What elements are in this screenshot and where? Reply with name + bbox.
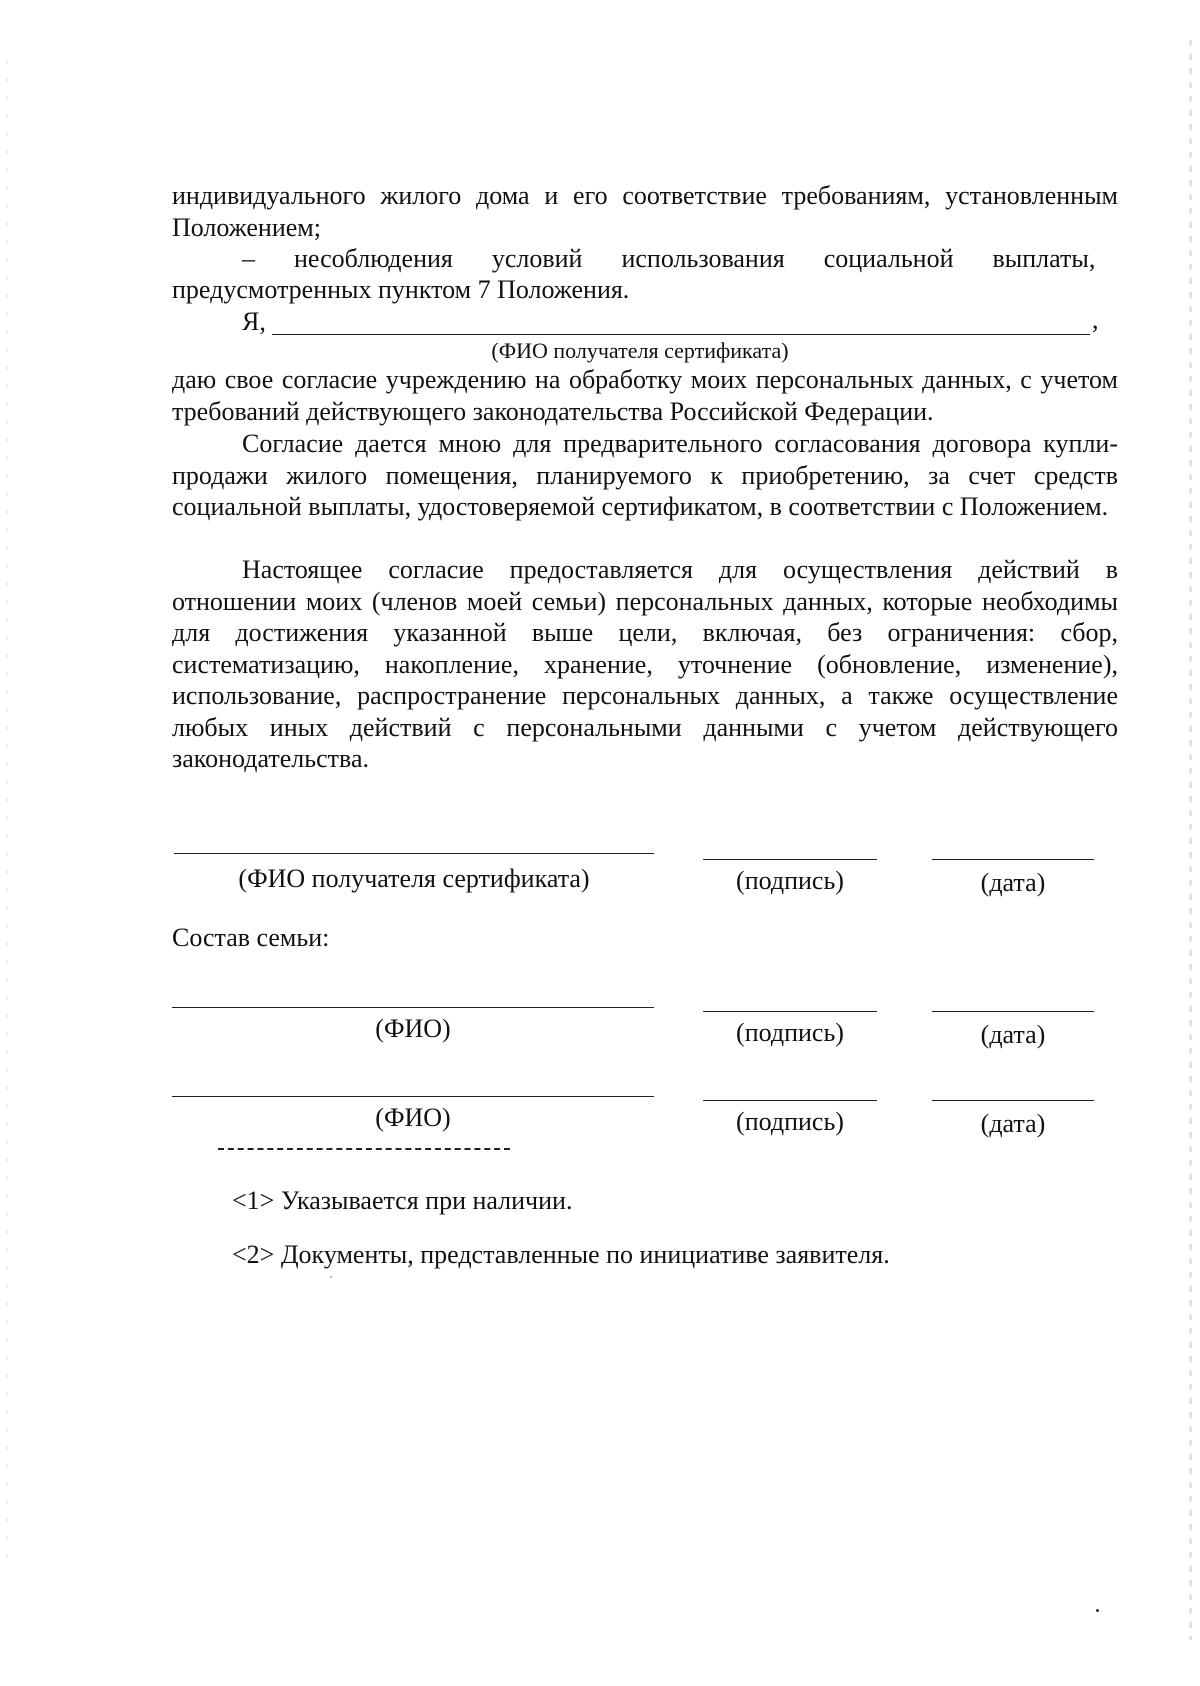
paragraph-conditions-line2: предусмотренных пунктом 7 Положения.: [172, 275, 630, 304]
recipient-fio-label: (ФИО получателя сертификата): [238, 864, 590, 893]
ya-prefix: Я,: [242, 307, 266, 336]
paragraph-conditions-line1: – несоблюдения условий использования социальной выплаты,: [242, 244, 1096, 273]
recipient-name-line: [272, 334, 1090, 335]
recipient-signature-label: (подпись): [736, 866, 844, 895]
footnote-2: <2> Документы, представленные по инициативе заявителя.: [232, 1240, 890, 1269]
recipient-fio-line: [174, 853, 654, 854]
family-row-2-signature-label: (подпись): [736, 1107, 844, 1136]
recipient-signature-line: [703, 859, 877, 860]
family-row-2-date-line: [932, 1100, 1094, 1101]
paragraph-consent-actions: Настоящее согласие предоставляется для осуществления действий в отношении моих (членов моей семьи) персональных данных, которые необходимы для достижения указанной выше цели, включая, без ограничения: сбор, систематизацию, накопление, хранение, уточнение (обновление, изменение), использование, распространение персональных данных, а также осуществление любых иных действий с персональными данными с учетом действующего законодательства.: [172, 555, 1118, 773]
family-row-1-date-line: [932, 1011, 1094, 1012]
family-row-2-signature-line: [703, 1100, 877, 1101]
recipient-name-hint: (ФИО получателя сертификата): [491, 338, 789, 363]
family-row-2-fio-line: [172, 1096, 654, 1097]
scan-speck: [1096, 1609, 1099, 1612]
paragraph-house-requirements: индивидуального жилого дома и его соответствие требованиям, установленным Положением;: [172, 181, 1118, 242]
recipient-date-label: (дата): [980, 868, 1046, 897]
family-row-1-date-label: (дата): [980, 1020, 1046, 1049]
recipient-date-line: [932, 859, 1094, 860]
footnote-separator: [218, 1148, 510, 1150]
family-row-1-fio-label: (ФИО): [375, 1014, 451, 1043]
family-row-1-fio-line: [172, 1007, 654, 1008]
scan-speck: [330, 1276, 332, 1278]
paragraph-consent-processing: даю свое согласие учреждению на обработку моих персональных данных, с учетом требований действующего законодательства Российской Федерации.: [172, 365, 1118, 426]
footnote-1: <1> Указывается при наличии.: [232, 1186, 573, 1215]
paragraph-consent-purpose: Согласие дается мною для предварительного согласования договора купли-продажи жилого помещения, планируемого к приобретению, за счет средств социальной выплаты, удостоверяемой сертификатом, в соответствии с Положением.: [172, 429, 1118, 521]
family-row-1-signature-line: [703, 1011, 877, 1012]
family-heading: Состав семьи:: [172, 923, 330, 952]
ya-comma: ,: [1092, 305, 1099, 334]
family-row-2-fio-label: (ФИО): [375, 1103, 451, 1132]
scan-edge-left: [6, 60, 8, 1560]
family-row-2-date-label: (дата): [980, 1109, 1046, 1138]
scan-edge-right: [1189, 40, 1192, 1640]
family-row-1-signature-label: (подпись): [736, 1018, 844, 1047]
